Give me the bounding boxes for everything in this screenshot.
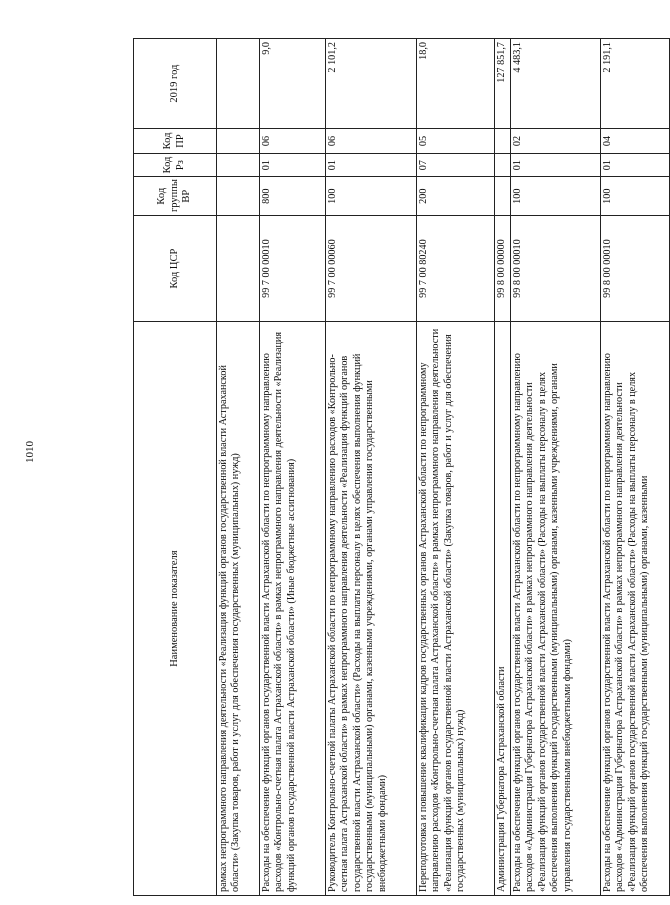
cell-sum: 2 101,2 [326,39,417,129]
cell-name: Расходы на обеспечение функций органов государственной власти Астраханской области по непрограммному направлению расходов «Администрация Губернатора Астраханской области» в рамках непрограммного направления деятельности «Реализация функций органов государственной власти Астраханской области» (Расходы на выплаты персоналу в целях обеспечения выполнения функций государственными (муниципальными) органами, казенными [601,322,670,896]
cell-sum [217,39,260,129]
cell-vr: 200 [417,177,495,216]
cell-csr: 99 7 00 00010 [260,216,326,322]
cell-name: Переподготовка и повышение квалификации кадров государственных органов Астраханской области по непрограммному направлению расходов «Контрольно-счетная палата Астраханской области» в рамках непрограммного направления деятельности «Реализация функций органов государственной власти Астраханской области» (Закупка товаров, работ и услуг для обеспечения государственных (муниципальных) нужд) [417,322,495,896]
cell-rz: 01 [511,153,601,177]
table-row [495,39,511,896]
header-rz: Код Рз [134,153,217,177]
cell-vr: 100 [326,177,417,216]
cell-vr: 100 [601,177,670,216]
cell-sum: 9,0 [260,39,326,129]
table-row [260,39,326,896]
cell-name: рамках непрограммного направления деятельности «Реализация функций органов государственной власти Астраханской области» (Закупка товаров, работ и услуг для обеспечения государственных (муниципальных) нужд) [217,322,260,896]
rotated-table-container [133,38,651,896]
cell-pr [217,129,260,154]
cell-rz: 01 [601,153,670,177]
cell-name: Расходы на обеспечение функций органов государственной власти Астраханской области по непрограммному направлению расходов «Администрация Губернатора Астраханской области» в рамках непрограммного направления деятельности «Реализация функций органов государственной власти Астраханской области» (Расходы на выплаты персоналу в целях обеспечения выполнения функций государственными (муниципальными) органами, казенными учреждениями, органами управления государственными внебюджетными фондами) [511,322,601,896]
table-row [326,39,417,896]
cell-vr: 100 [511,177,601,216]
table-row [417,39,495,896]
cell-name: Администрация Губернатора Астраханской области [495,322,511,896]
cell-vr: 800 [260,177,326,216]
budget-table [133,38,670,896]
cell-sum: 18,0 [417,39,495,129]
page-number: 1010 [24,441,36,463]
cell-csr: 99 7 00 80240 [417,216,495,322]
cell-vr [495,177,511,216]
cell-sum: 2 191,1 [601,39,670,129]
cell-csr: 99 8 00 00010 [601,216,670,322]
cell-csr [217,216,260,322]
header-vr: Код группы ВР [134,177,217,216]
cell-sum: 127 851,7 [495,39,511,129]
header-pr: Код ПР [134,129,217,154]
cell-pr: 04 [601,129,670,154]
cell-rz: 01 [326,153,417,177]
cell-csr: 99 8 00 00000 [495,216,511,322]
cell-pr: 06 [260,129,326,154]
table-row [601,39,670,896]
cell-pr [495,129,511,154]
table-row [511,39,601,896]
cell-pr: 06 [326,129,417,154]
cell-rz [217,153,260,177]
table-row [217,39,260,896]
cell-csr: 99 7 00 00060 [326,216,417,322]
cell-rz: 07 [417,153,495,177]
cell-pr: 05 [417,129,495,154]
cell-rz: 01 [260,153,326,177]
header-name: Наименование показателя [134,322,217,896]
header-csr: Код ЦСР [134,216,217,322]
cell-name: Расходы на обеспечение функций органов государственной власти Астраханской области по непрограммному направлению расходов «Контрольно-счетная палата Астраханской области» в рамках непрограммного направления деятельности «Реализация функций органов государственной власти Астраханской области» (Иные бюджетные ассигнования) [260,322,326,896]
cell-rz [495,153,511,177]
table-header-row [134,39,217,896]
cell-pr: 02 [511,129,601,154]
cell-name: Руководитель Контрольно-счетной палаты Астраханской области по непрограммному направлению расходов «Контрольно-счетная палата Астраханской области» в рамках непрограммного направления деятельности «Реализация функций органов государственной власти Астраханской области» (Расходы на выплаты персоналу в целях обеспечения выполнения функций государственными (муниципальными) органами, казенными учреждениями, органами управления государственными внебюджетными фондами) [326,322,417,896]
cell-vr [217,177,260,216]
header-year: 2019 год [134,39,217,129]
cell-csr: 99 8 00 00010 [511,216,601,322]
cell-sum: 4 483,1 [511,39,601,129]
